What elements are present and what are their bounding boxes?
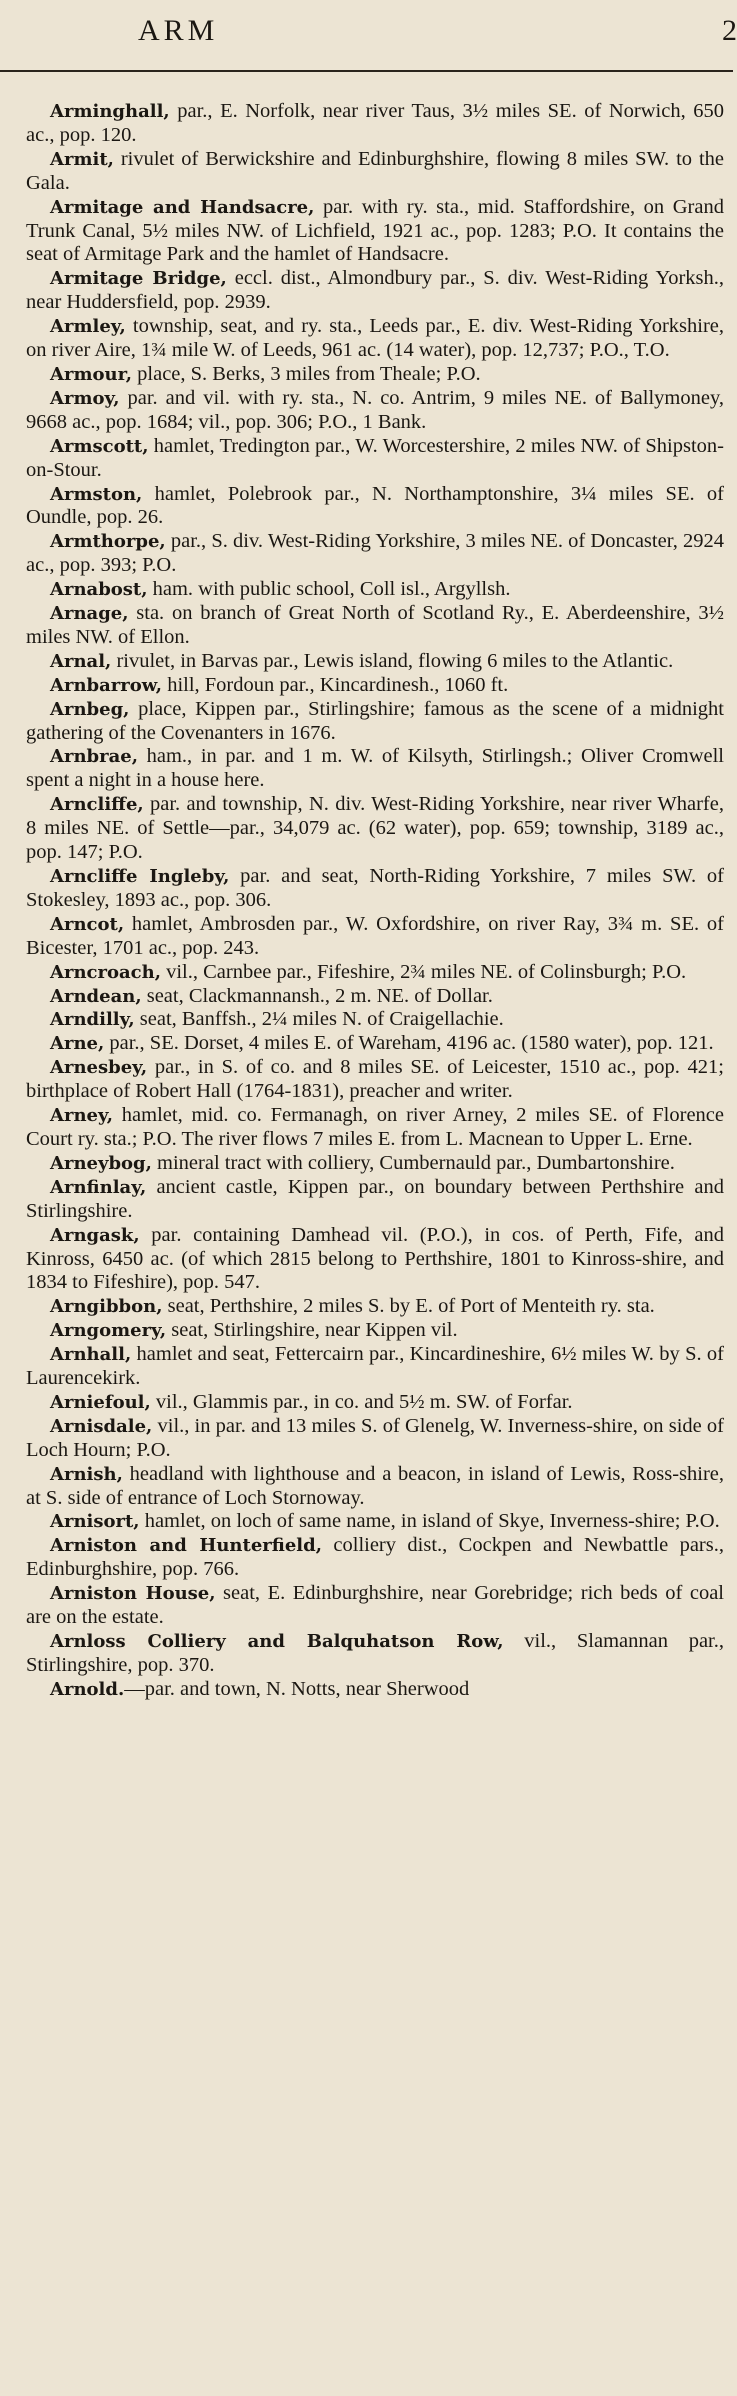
entry-headword: Arnold. xyxy=(50,1678,125,1700)
entry-text: seat, E. Edinburghshire, near Gorebridge; rich beds of coal are on the estate. xyxy=(26,1582,724,1629)
entry-headword: Armley, xyxy=(50,316,126,338)
entry-text: rivulet of Berwickshire and Edinburghshire, flowing 8 miles SW. to the Gala. xyxy=(26,147,724,194)
gazetteer-entry xyxy=(26,530,724,578)
gazetteer-entry xyxy=(26,1415,724,1463)
entry-text: hamlet, on loch of same name, in island of Skye, Inverness-shire; P.O. xyxy=(139,1510,720,1533)
gazetteer-entry xyxy=(26,865,724,913)
gazetteer-entry xyxy=(26,913,724,961)
gazetteer-entry xyxy=(26,1678,724,1702)
gazetteer-entry xyxy=(26,1630,724,1678)
entry-headword: Arnage, xyxy=(50,603,129,625)
gazetteer-entry xyxy=(26,1391,724,1415)
entry-text: —par. and town, N. Notts, near Sherwood xyxy=(124,1677,470,1700)
gazetteer-entry xyxy=(26,196,724,268)
entry-headword: Armitage Bridge, xyxy=(50,268,227,290)
entry-headword: Arndean, xyxy=(50,985,142,1007)
page-number: 2 xyxy=(722,14,737,47)
gazetteer-entry xyxy=(26,1104,724,1152)
entry-text: par. and seat, North-Riding Yorkshire, 7 miles SW. of Stokesley, 1893 ac., pop. 306. xyxy=(26,865,724,911)
entry-text: township, seat, and ry. sta., Leeds par., E. div. West-Riding Yorkshire, on river Aire, 1¾ mile W. of Leeds, 961 ac. (14 water), pop. 12,737; P.O., T.O. xyxy=(26,315,724,362)
gazetteer-entry xyxy=(26,1582,724,1630)
entry-headword: Arnisdale, xyxy=(50,1415,153,1437)
entry-headword: Arniston and Hunterfield, xyxy=(50,1535,322,1557)
gazetteer-entry xyxy=(26,1510,724,1534)
gazetteer-entry xyxy=(26,1295,724,1319)
entry-text: par., E. Norfolk, near river Taus, 3½ miles SE. of Norwich, 650 ac., pop. 120. xyxy=(26,100,724,146)
entry-text: seat, Perthshire, 2 miles S. by E. of Port of Menteith ry. sta. xyxy=(162,1295,655,1318)
entry-headword: Arngomery, xyxy=(50,1320,167,1342)
entry-text: hamlet, Ambrosden par., W. Oxfordshire, on river Ray, 3¾ m. SE. of Bicester, 1701 ac., pop. 243. xyxy=(26,912,724,959)
entry-text: hamlet and seat, Fettercairn par., Kincardineshire, 6½ miles W. by S. of Laurencekirk. xyxy=(26,1343,724,1390)
entry-headword: Arngibbon, xyxy=(50,1296,163,1318)
entry-headword: Armston, xyxy=(50,483,143,505)
entry-text: par. and vil. with ry. sta., N. co. Antrim, 9 miles NE. of Ballymoney, 9668 ac., pop. 1684; vil., pop. 306; P.O., 1 Bank. xyxy=(26,386,724,433)
gazetteer-entry xyxy=(26,435,724,483)
gazetteer-entry xyxy=(26,1343,724,1391)
entry-headword: Arngask, xyxy=(50,1224,140,1246)
entry-headword: Arncliffe, xyxy=(50,794,144,816)
gazetteer-entry xyxy=(26,1463,724,1511)
gazetteer-entry xyxy=(26,674,724,698)
gazetteer-entry xyxy=(26,315,724,363)
entry-headword: Arminghall, xyxy=(50,101,170,122)
entry-headword: Armitage and Handsacre, xyxy=(50,196,315,218)
entry-text: seat, Banffsh., 2¼ miles N. of Craigellachie. xyxy=(134,1008,504,1031)
gazetteer-entry xyxy=(26,1319,724,1343)
entry-headword: Arnbeg, xyxy=(50,698,130,720)
gazetteer-entry xyxy=(26,745,724,793)
entry-text: headland with lighthouse and a beacon, in island of Lewis, Ross-shire, at S. side of entrance of Loch Stornoway. xyxy=(26,1462,724,1509)
entry-headword: Arneybog, xyxy=(50,1152,152,1174)
gazetteer-entry xyxy=(26,387,724,435)
gazetteer-entry xyxy=(26,1224,724,1296)
entry-headword: Arney, xyxy=(50,1105,113,1127)
entry-headword: Arncot, xyxy=(50,913,125,935)
entry-text: par. and township, N. div. West-Riding Yorkshire, near river Wharfe, 8 miles NE. of Settle—par., 34,079 ac. (62 water), pop. 659; township, 3189 ac., pop. 147; P.O. xyxy=(26,793,724,864)
entry-text: hamlet, Polebrook par., N. Northamptonshire, 3¼ miles SE. of Oundle, pop. 26. xyxy=(26,482,724,529)
entry-text: hill, Fordoun par., Kincardinesh., 1060 ft. xyxy=(162,673,509,696)
entry-headword: Arnbarrow, xyxy=(50,674,163,696)
entry-text: colliery dist., Cockpen and Newbattle pars., Edinburghshire, pop. 766. xyxy=(26,1534,724,1581)
entry-headword: Arne, xyxy=(50,1033,105,1055)
entry-headword: Arnish, xyxy=(50,1463,123,1485)
gazetteer-entry xyxy=(26,1032,724,1056)
gazetteer-entry xyxy=(26,793,724,865)
entry-headword: Arnfinlay, xyxy=(50,1176,147,1198)
entry-text: par. containing Damhead vil. (P.O.), in cos. of Perth, Fife, and Kinross, 6450 ac. (of which 2815 belong to Perthshire, 1801 to Kinross-shire, and 1834 to Fifeshire), pop. 547. xyxy=(26,1223,724,1294)
entry-text: place, S. Berks, 3 miles from Theale; P.O. xyxy=(132,362,481,385)
entry-text: vil., Slamannan par., Stirlingshire, pop. 370. xyxy=(26,1630,724,1676)
gazetteer-entry xyxy=(26,1176,724,1224)
gazetteer-entry xyxy=(26,650,724,674)
gazetteer-entry xyxy=(26,363,724,387)
entry-headword: Armour, xyxy=(50,363,133,385)
entry-text: hamlet, mid. co. Fermanagh, on river Arney, 2 miles SE. of Florence Court ry. sta.; P.O. The river flows 7 miles E. from L. Macnean to Upper L. Erne. xyxy=(26,1104,724,1150)
gazetteer-entry xyxy=(26,1008,724,1032)
gazetteer-entry xyxy=(26,148,724,196)
gazetteer-entry xyxy=(26,698,724,746)
entry-headword: Arnabost, xyxy=(50,579,148,601)
entry-text: eccl. dist., Almondbury par., S. div. West-Riding Yorksh., near Huddersfield, pop. 2939. xyxy=(26,267,725,314)
gazetteer-entry xyxy=(26,100,724,148)
gazetteer-entry xyxy=(26,602,724,650)
entry-headword: Arncliffe Ingleby, xyxy=(50,866,230,887)
entry-text: vil., Glammis par., in co. and 5½ m. SW. of Forfar. xyxy=(150,1390,573,1413)
gazetteer-entry xyxy=(26,267,724,315)
entry-headword: Arnhall, xyxy=(50,1344,132,1366)
entry-headword: Arncroach, xyxy=(50,961,161,983)
entry-text: ham. with public school, Coll isl., Argyllsh. xyxy=(147,578,511,601)
entry-headword: Arnloss Colliery and Balquhatson Row, xyxy=(50,1631,504,1652)
entry-text: place, Kippen par., Stirlingshire; famous as the scene of a midnight gathering of the Covenanters in 1676. xyxy=(26,697,724,744)
entry-headword: Arniefoul, xyxy=(50,1391,151,1413)
entry-text: seat, Stirlingshire, near Kippen vil. xyxy=(166,1319,458,1342)
entry-text: rivulet, in Barvas par., Lewis island, flowing 6 miles to the Atlantic. xyxy=(111,649,674,672)
entry-text: mineral tract with colliery, Cumbernauld par., Dumbartonshire. xyxy=(151,1151,675,1174)
gazetteer-entry xyxy=(26,1056,724,1104)
entry-text: par. with ry. sta., mid. Staffordshire, on Grand Trunk Canal, 5½ miles NW. of Lichfield, 1921 ac., pop. 1283; P.O. It contains the seat of Armitage Park and the hamlet of Handsacre. xyxy=(26,195,724,266)
entry-headword: Armthorpe, xyxy=(50,531,166,553)
entry-headword: Arnal, xyxy=(50,650,112,672)
header-word: ARM xyxy=(138,14,219,47)
entry-text: vil., in par. and 13 miles S. of Glenelg, W. Inverness-shire, on side of Loch Hourn; P.O. xyxy=(26,1414,724,1461)
entry-headword: Arnisort, xyxy=(50,1511,140,1533)
entry-headword: Arndilly, xyxy=(50,1009,135,1031)
entries-column xyxy=(26,100,724,1702)
entry-text: par., in S. of co. and 8 miles SE. of Leicester, 1510 ac., pop. 421; birthplace of Robert Hall (1764-1831), preacher and writer. xyxy=(26,1056,724,1103)
entry-text: ham., in par. and 1 m. W. of Kilsyth, Stirlingsh.; Oliver Cromwell spent a night in a house here. xyxy=(26,745,724,792)
gazetteer-entry xyxy=(26,985,724,1009)
entry-text: hamlet, Tredington par., W. Worcestershire, 2 miles NW. of Shipston-on-Stour. xyxy=(26,434,724,481)
gazetteer-entry xyxy=(26,961,724,985)
entry-headword: Arniston House, xyxy=(50,1583,216,1605)
entry-text: ancient castle, Kippen par., on boundary between Perthshire and Stirlingshire. xyxy=(26,1175,724,1222)
entry-text: sta. on branch of Great North of Scotland Ry., E. Aberdeenshire, 3½ miles NW. of Ellon. xyxy=(26,602,724,648)
entry-headword: Arnesbey, xyxy=(50,1057,148,1079)
entry-headword: Armscott, xyxy=(50,435,149,457)
entry-text: vil., Carnbee par., Fifeshire, 2¾ miles NE. of Colinsburgh; P.O. xyxy=(160,960,687,983)
gazetteer-entry xyxy=(26,483,724,531)
entry-headword: Armit, xyxy=(50,148,114,170)
gazetteer-entry xyxy=(26,1152,724,1176)
gazetteer-entry xyxy=(26,578,724,602)
entry-headword: Arnbrae, xyxy=(50,746,138,768)
entry-text: seat, Clackmannansh., 2 m. NE. of Dollar. xyxy=(141,984,493,1007)
entry-text: par., SE. Dorset, 4 miles E. of Wareham, 4196 ac. (1580 water), pop. 121. xyxy=(104,1032,714,1055)
entry-text: par., S. div. West-Riding Yorkshire, 3 miles NE. of Doncaster, 2924 ac., pop. 393; P.O. xyxy=(26,530,724,577)
entry-headword: Armoy, xyxy=(50,387,120,409)
running-header xyxy=(0,0,737,72)
gazetteer-entry xyxy=(26,1534,724,1582)
